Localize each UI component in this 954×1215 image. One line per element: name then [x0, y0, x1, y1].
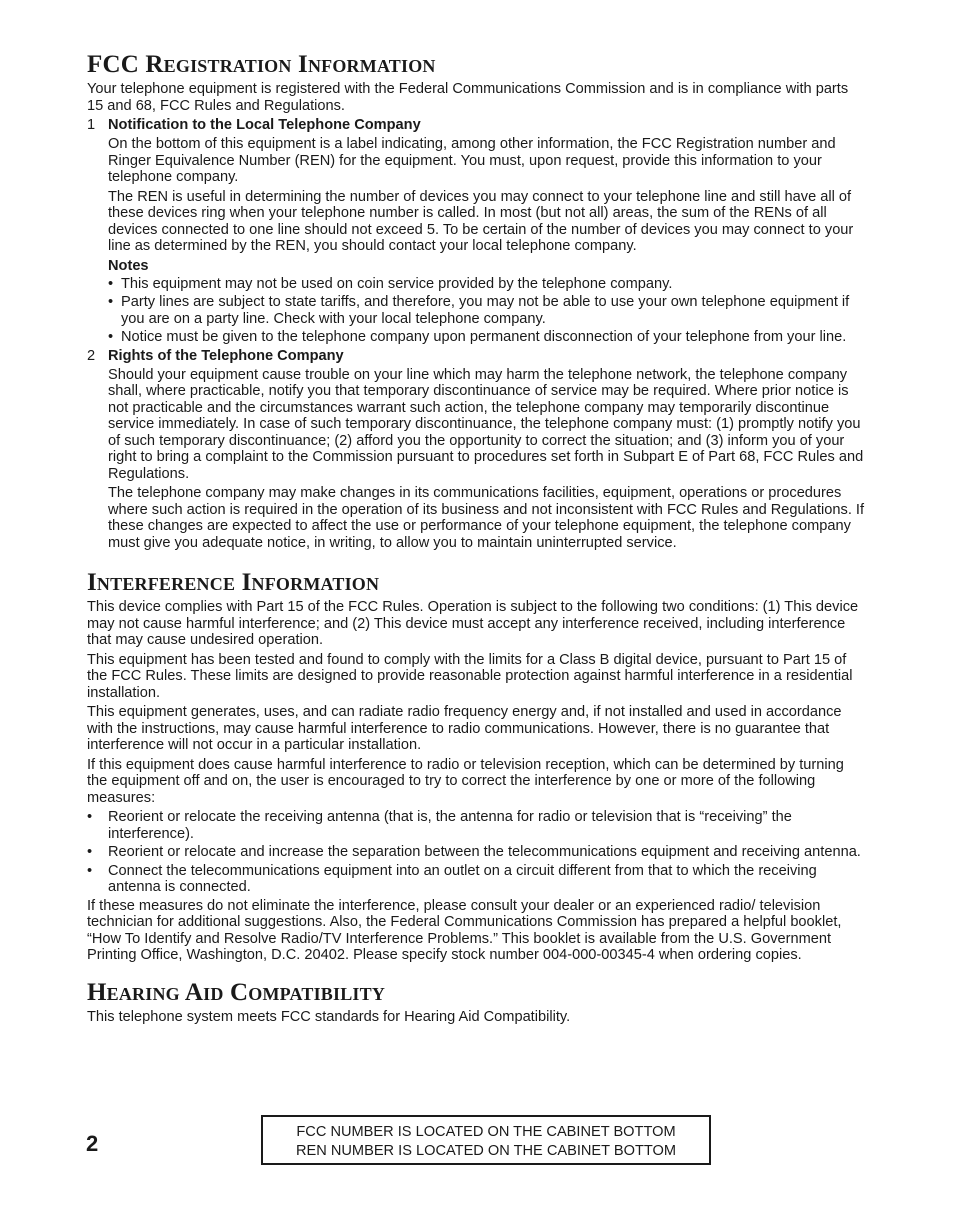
hearing-aid-text: This telephone system meets FCC standards for Hearing Aid Compatibility.: [87, 1008, 571, 1025]
item-paragraph: The REN is useful in determining the number of devices you may connect to your telephone line and still have all of these devices ring when your telephone number is called. In most (but not all) areas, the sum of the RENs of all devices connected to one line should not exceed 5. To be certain of the number of devices you may connect to your line as determined by the REN, you should contact your local telephone company.: [108, 188, 854, 254]
item-title: Notification to the Local Telephone Company: [108, 117, 421, 133]
note-item: • Party lines are subject to state tariffs, and therefore, you may not be able to use your own telephone equipment if you are on a party line. Check with your local telephone company.: [108, 294, 867, 327]
interference-paragraph: If this equipment does cause harmful interference to radio or television reception, which can be determined by turning the equipment off and on, the user is encouraged to try to correct the interference by one or more of the following measures:: [87, 756, 844, 806]
note-item: • This equipment may not be used on coin service provided by the telephone company.: [108, 276, 867, 293]
note-item: • Notice must be given to the telephone company upon permanent disconnection of your telephone from your line.: [108, 329, 867, 346]
item-number: 2: [87, 347, 96, 364]
measures-list: [87, 809, 867, 896]
item-body: [108, 348, 867, 555]
hearing-aid-section: [87, 978, 867, 1026]
notes-list: [108, 276, 867, 346]
interference-heading: Interference Information: [87, 569, 380, 596]
measure-item: • Connect the telecommunications equipment into an outlet on a circuit different from that to which the receiving antenna is connected.: [87, 863, 867, 896]
fcc-registration-heading: FCC Registration Information: [87, 51, 436, 78]
fcc-location-box: [261, 1115, 711, 1165]
item-body: [108, 117, 867, 348]
item-number: 1: [87, 117, 96, 133]
fcc-registration-section: [87, 50, 867, 554]
item-title: Rights of the Telephone Company: [108, 347, 344, 364]
measure-item: • Reorient or relocate the receiving antenna (that is, the antenna for radio or television that is “receiving” the interference).: [87, 809, 867, 842]
numbered-item-notification: [87, 117, 867, 348]
fcc-number-location: FCC NUMBER IS LOCATED ON THE CABINET BOTTOM: [296, 1124, 676, 1140]
ren-number-location: REN NUMBER IS LOCATED ON THE CABINET BOTTOM: [295, 1143, 677, 1159]
measure-item: • Reorient or relocate and increase the separation between the telecommunications equipment and receiving antenna.: [87, 844, 867, 861]
interference-paragraph: This equipment generates, uses, and can radiate radio frequency energy and, if not installed and used in accordance with the instructions, may cause harmful interference to radio communications. However, there is no guarantee that interference will not occur in a particular installation.: [87, 704, 842, 753]
interference-paragraph: If these measures do not eliminate the interference, please consult your dealer or an experienced radio/ television technician for additional suggestions. Also, the Federal Communications Commission has prepared a helpful booklet, “How To Identify and Resolve Radio/TV Interference Problems.” This booklet is available from the U.S. Government Printing Office, Washington, D.C. 20402. Please specify stock number 004-000-00345-4 when ordering copies.: [87, 897, 842, 963]
interference-section: [87, 568, 867, 964]
interference-paragraph: This device complies with Part 15 of the FCC Rules. Operation is subject to the following two conditions: (1) This device may not cause harmful interference; and (2) This device must accept any interference received, including interference that may cause undesired operation.: [87, 599, 859, 648]
numbered-item-rights: [87, 348, 867, 555]
fcc-intro-text: Your telephone equipment is registered with the Federal Communications Commission and is in compliance with parts 15 and 68, FCC Rules and Regulations.: [87, 81, 849, 114]
page-number: 2: [86, 1131, 99, 1156]
item-paragraph: On the bottom of this equipment is a label indicating, among other information, the FCC Registration number and Ringer Equivalence Number (REN) for the equipment. You must, upon request, provide this information to your telephone company.: [108, 136, 836, 185]
notes-title: Notes: [108, 257, 149, 274]
document-page: [87, 50, 867, 1028]
item-paragraph: The telephone company may make changes in its communications facilities, equipment, operations or procedures where such action is required in the operation of its business and not inconsistent with FCC Rules and Regulations. If these changes are expected to affect the use or performance of your telephone equipment, the telephone company must give you adequate notice, in writing, to allow you to maintain uninterrupted service.: [108, 485, 865, 551]
item-paragraph: Should your equipment cause trouble on your line which may harm the telephone network, the telephone company shall, where practicable, notify you that temporary discontinuance of service may be required. Where prior notice is not practicable and the circumstances warrant such action, the telephone company may temporarily discontinue service immediately. In case of such temporary discontinuance, the telephone company must: (1) promptly notify you of such temporary discontinuance; (2) afford you the opportunity to correct the situation; and (3) inform you of your right to bring a complaint to the Commission pursuant to procedures set forth in Subpart E of Part 68, FCC Rules and Regulations.: [108, 366, 864, 482]
interference-paragraph: This equipment has been tested and found to comply with the limits for a Class B digital device, pursuant to Part 15 of the FCC Rules. These limits are designed to provide reasonable protection against harmful interference in a residential installation.: [87, 651, 853, 701]
hearing-aid-heading: Hearing Aid Compatibility: [87, 978, 386, 1006]
